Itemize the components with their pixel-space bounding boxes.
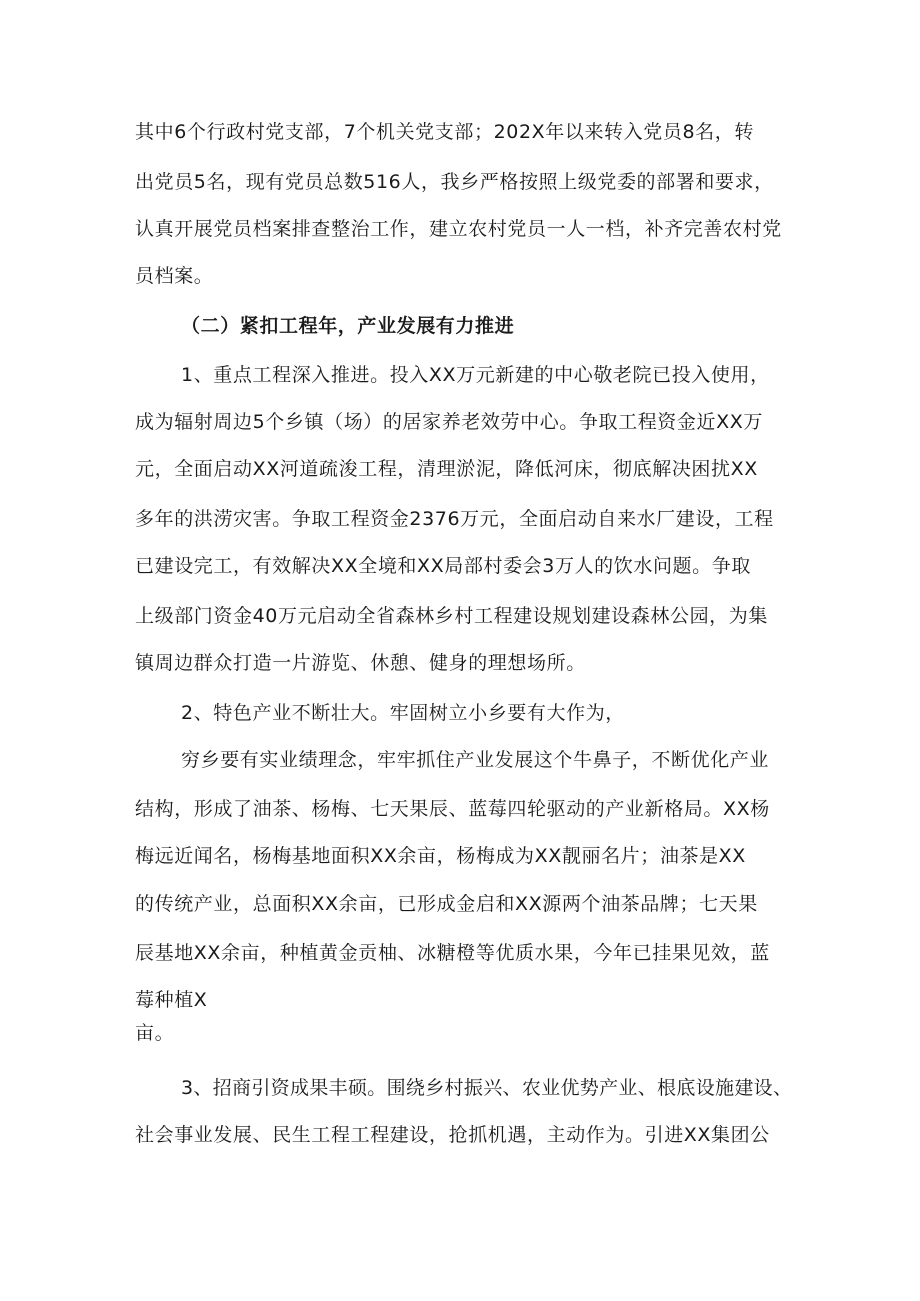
text-line: 其中6个行政村党支部，7个机关党支部；202X年以来转入党员8名，转	[135, 121, 754, 143]
text-line: 认真开展党员档案排查整治工作，建立农村党员一人一档，补齐完善农村党	[135, 218, 782, 240]
text-line: 莓种植X	[135, 989, 208, 1011]
text-line: 辰基地XX余亩，种植黄金贡柚、冰糖橙等优质水果，今年已挂果见效，蓝	[135, 942, 770, 964]
text-line: 镇周边群众打造一片游览、休憩、健身的理想场所。	[135, 652, 586, 674]
text-line: 社会事业发展、民生工程工程建设，抢抓机遇，主动作为。引进XX集团公	[135, 1124, 770, 1146]
text-line: 出党员5名，现有党员总数516人，我乡严格按照上级党委的部署和要求，	[135, 171, 774, 193]
text-line: 成为辐射周边5个乡镇（场）的居家养老效劳中心。争取工程资金近XX万	[135, 411, 763, 433]
text-line: 员档案。	[135, 265, 214, 287]
text-line: 多年的洪涝灾害。争取工程资金2376万元，全面启动自来水厂建设，工程	[135, 508, 774, 530]
paragraph-start: 3、招商引资成果丰硕。围绕乡村振兴、农业优势产业、根底设施建设、	[181, 1077, 793, 1099]
text-line: 结构，形成了油茶、杨梅、七天果辰、蓝莓四轮驱动的产业新格局。XX杨	[135, 798, 770, 820]
text-line: 亩。	[135, 1022, 175, 1044]
paragraph-start: 2、特色产业不断壮大。牢固树立小乡要有大作为，	[181, 702, 625, 724]
text-line: 的传统产业，总面积XX余亩，已形成金启和XX源两个油茶品牌；七天果	[135, 893, 758, 915]
text-line: 上级部门资金40万元启动全省森林乡村工程建设规划建设森林公园，为集	[135, 605, 768, 627]
text-line: 梅远近闻名，杨梅基地面积XX余亩，杨梅成为XX靓丽名片；油茶是XX	[135, 845, 746, 867]
section-heading: （二）紧扣工程年，产业发展有力推进	[181, 315, 515, 337]
text-line: 元，全面启动XX河道疏浚工程，清理淤泥，降低河床，彻底解决困扰XX	[135, 458, 758, 480]
paragraph-start: 1、重点工程深入推进。投入XX万元新建的中心敬老院已投入使用，	[181, 364, 770, 386]
paragraph-start: 穷乡要有实业绩理念，牢牢抓住产业发展这个牛鼻子，不断优化产业	[181, 749, 770, 771]
text-line: 已建设完工，有效解决XX全境和XX局部村委会3万人的饮水问题。争取	[135, 555, 751, 577]
